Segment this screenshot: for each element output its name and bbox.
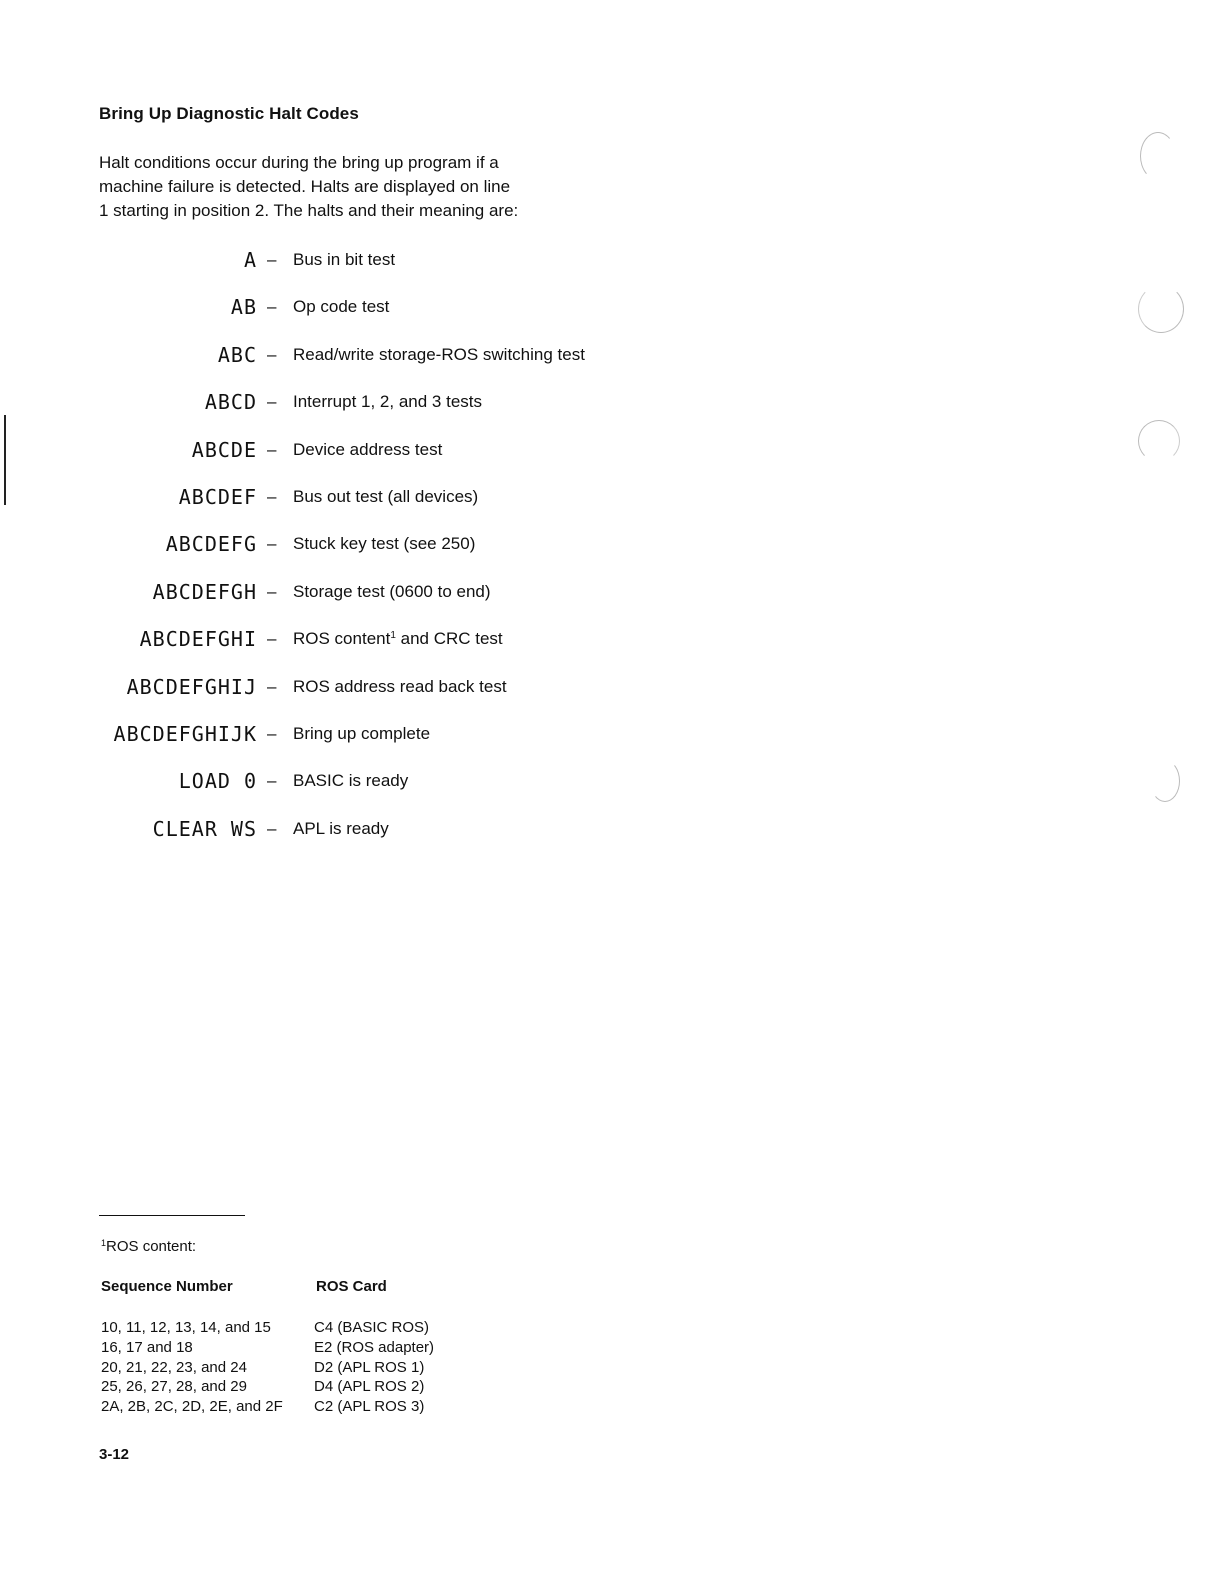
halt-row bbox=[0, 816, 700, 863]
footnote-rule bbox=[99, 1215, 245, 1216]
halt-row bbox=[0, 389, 700, 436]
halt-row bbox=[0, 768, 700, 815]
sequence-cell: 2A, 2B, 2C, 2D, 2E, and 2F bbox=[101, 1398, 283, 1416]
halt-code-list bbox=[0, 247, 700, 863]
column-header-sequence: Sequence Number bbox=[101, 1278, 233, 1295]
halt-row bbox=[0, 674, 700, 721]
halt-code: A bbox=[243, 248, 257, 272]
halt-code: ABCDEF bbox=[178, 484, 257, 509]
intro-line: Halt conditions occur during the bring up program if a bbox=[99, 153, 499, 172]
halt-description: Storage test (0600 to end) bbox=[293, 581, 491, 601]
halt-description: Bring up complete bbox=[293, 723, 431, 743]
scan-artifact bbox=[1150, 760, 1180, 802]
halt-code: ABCDEFGHIJ bbox=[126, 674, 257, 699]
footnote-title-text: ROS content: bbox=[106, 1238, 197, 1255]
halt-dash: – bbox=[267, 771, 277, 791]
halt-description: Bus in bit test bbox=[293, 250, 396, 269]
halt-description-text: ROS content bbox=[293, 629, 391, 649]
ros-content-table bbox=[101, 1318, 501, 1417]
halt-row bbox=[0, 294, 700, 341]
sequence-cell: 10, 11, 12, 13, 14, and 15 bbox=[101, 1319, 271, 1336]
halt-dash: – bbox=[267, 486, 277, 506]
scan-artifact bbox=[1138, 420, 1180, 462]
ros-card-cell: D2 (APL ROS 1) bbox=[314, 1358, 425, 1376]
table-row bbox=[101, 1377, 501, 1397]
halt-code: ABCD bbox=[204, 390, 257, 415]
halt-description: BASIC is ready bbox=[293, 771, 409, 791]
halt-row bbox=[0, 721, 700, 768]
ros-card-cell: D4 (APL ROS 2) bbox=[314, 1378, 425, 1396]
halt-code: ABCDEFGHI bbox=[139, 627, 257, 652]
halt-dash: – bbox=[267, 534, 277, 554]
sequence-cell: 25, 26, 27, 28, and 29 bbox=[101, 1378, 247, 1396]
halt-dash: – bbox=[267, 676, 277, 696]
halt-dash: – bbox=[267, 818, 277, 838]
ros-card-cell: E2 (ROS adapter) bbox=[314, 1338, 435, 1356]
sequence-cell: 16, 17 and 18 bbox=[101, 1338, 193, 1356]
halt-description: ROS address read back test bbox=[293, 676, 507, 696]
page-number: 3-12 bbox=[99, 1446, 130, 1463]
section-heading: Bring Up Diagnostic Halt Codes bbox=[99, 104, 359, 123]
halt-row bbox=[0, 342, 700, 389]
halt-code: CLEAR WS bbox=[152, 816, 257, 841]
halt-code: ABCDEFGHIJK bbox=[113, 721, 257, 746]
halt-row bbox=[0, 579, 700, 626]
halt-description: APL is ready bbox=[293, 818, 389, 838]
scan-artifact bbox=[1140, 132, 1176, 180]
halt-row bbox=[0, 626, 700, 673]
halt-row bbox=[0, 247, 700, 294]
halt-row bbox=[0, 437, 700, 484]
halt-description bbox=[293, 626, 503, 652]
halt-dash: – bbox=[267, 392, 277, 412]
intro-line: machine failure is detected. Halts are displayed on line bbox=[99, 177, 511, 196]
ros-card-cell: C4 (BASIC ROS) bbox=[314, 1319, 430, 1336]
table-row bbox=[101, 1318, 501, 1338]
halt-dash: – bbox=[267, 723, 277, 743]
halt-description: Bus out test (all devices) bbox=[293, 486, 479, 506]
scan-artifact bbox=[1138, 285, 1184, 333]
halt-description-text: and CRC test bbox=[395, 629, 503, 649]
sequence-cell: 20, 21, 22, 23, and 24 bbox=[101, 1358, 247, 1376]
halt-dash: – bbox=[267, 344, 277, 364]
halt-description: Stuck key test (see 250) bbox=[293, 534, 476, 554]
halt-dash: – bbox=[267, 581, 277, 601]
ros-card-cell: C2 (APL ROS 3) bbox=[314, 1398, 425, 1416]
halt-description: Op code test bbox=[293, 297, 390, 317]
footnote-marker: 1 bbox=[101, 1238, 107, 1248]
table-row bbox=[101, 1358, 501, 1378]
halt-dash: – bbox=[267, 629, 277, 649]
footnote-reference: 1 bbox=[390, 630, 396, 642]
halt-description: Interrupt 1, 2, and 3 tests bbox=[293, 392, 483, 412]
halt-code: ABCDEFG bbox=[165, 532, 257, 557]
halt-dash: – bbox=[267, 250, 277, 269]
halt-row bbox=[0, 484, 700, 531]
halt-description: Read/write storage-ROS switching test bbox=[293, 344, 585, 364]
table-row bbox=[101, 1338, 501, 1358]
halt-code: ABCDEFGH bbox=[152, 579, 257, 604]
halt-code: LOAD 0 bbox=[178, 769, 257, 794]
halt-code: ABCDE bbox=[191, 437, 257, 462]
halt-dash: – bbox=[267, 297, 277, 317]
halt-code: AB bbox=[230, 295, 257, 320]
halt-dash: – bbox=[267, 439, 277, 459]
table-row bbox=[101, 1397, 501, 1417]
halt-code: ABC bbox=[217, 342, 257, 367]
footnote-title bbox=[101, 1238, 196, 1255]
column-header-ros-card: ROS Card bbox=[316, 1278, 387, 1295]
halt-row bbox=[0, 531, 700, 578]
intro-line: 1 starting in position 2. The halts and their meaning are: bbox=[99, 201, 519, 220]
intro-paragraph bbox=[99, 151, 599, 223]
halt-description: Device address test bbox=[293, 439, 443, 459]
